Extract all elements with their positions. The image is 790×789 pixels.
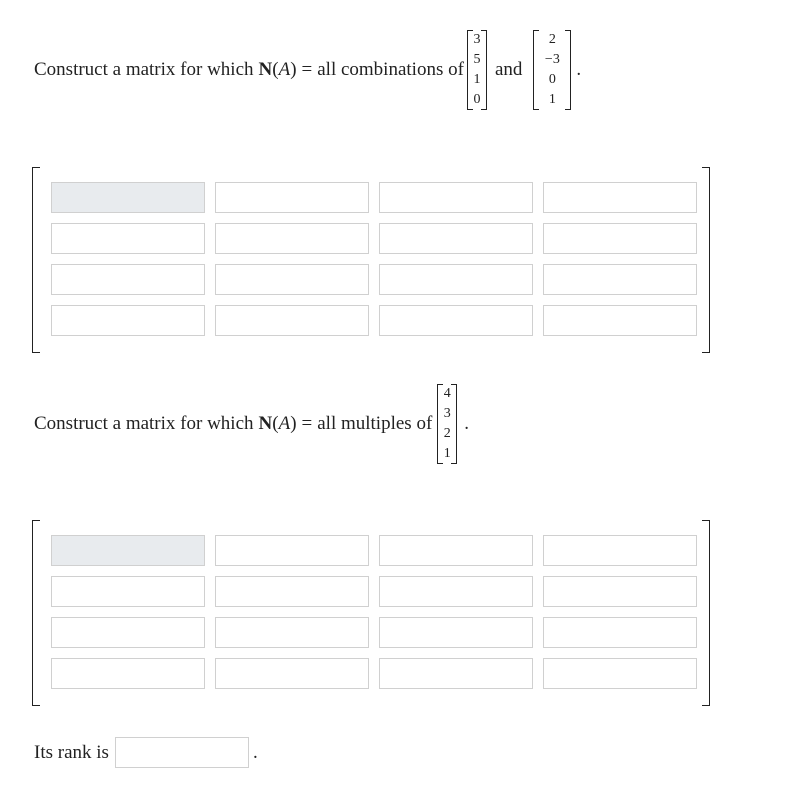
vector-2-entry: 2: [548, 32, 556, 47]
question-2: [34, 384, 469, 464]
matrix-2-cell-r1c3[interactable]: [379, 535, 533, 566]
vector-2-entry: 1: [548, 92, 556, 107]
vector-1-entry: 3: [473, 32, 481, 47]
matrix-1-cell-r1c4[interactable]: [543, 182, 697, 213]
vector-2-entry: −3: [544, 52, 560, 67]
matrix-1-cell-r2c3[interactable]: [379, 223, 533, 254]
vector-1: [467, 30, 487, 110]
question-1: [34, 30, 581, 110]
matrix-bracket-right: [702, 167, 710, 353]
connector-and: and: [494, 59, 523, 80]
paren-open: (: [272, 413, 279, 434]
matrix-2-cell-r4c2[interactable]: [215, 658, 369, 689]
matrix-1-cell-r1c1[interactable]: [51, 182, 205, 213]
vector-3-entry: 4: [443, 386, 451, 401]
vector-3-entry: 2: [443, 426, 451, 441]
matrix-1: [32, 167, 710, 353]
matrix-2-cell-r3c2[interactable]: [215, 617, 369, 648]
equals-sign: =: [301, 59, 313, 80]
rank-end-period: .: [252, 741, 258, 763]
matrix-1-cell-r1c2[interactable]: [215, 182, 369, 213]
vector-2-entry: 0: [548, 72, 556, 87]
matrix-1-cell-r4c4[interactable]: [543, 305, 697, 336]
matrix-2-cell-r4c3[interactable]: [379, 658, 533, 689]
paren-open: (: [272, 59, 279, 80]
vector-3: [437, 384, 457, 464]
vector-3-entry: 1: [443, 446, 451, 461]
matrix-1-cell-r2c2[interactable]: [215, 223, 369, 254]
matrix-1-cell-r2c1[interactable]: [51, 223, 205, 254]
matrix-1-cell-r1c3[interactable]: [379, 182, 533, 213]
rank-label: Its rank is: [34, 741, 109, 763]
matrix-2-cell-r2c4[interactable]: [543, 576, 697, 607]
matrix-2-cell-r3c1[interactable]: [51, 617, 205, 648]
matrix-2-cell-r1c1[interactable]: [51, 535, 205, 566]
matrix-2-cell-r3c4[interactable]: [543, 617, 697, 648]
question-2-prefix: Construct a matrix for which: [34, 413, 254, 434]
matrix-2-cell-r1c2[interactable]: [215, 535, 369, 566]
matrix-1-cell-r3c3[interactable]: [379, 264, 533, 295]
end-period: .: [464, 413, 470, 434]
rank-question: [34, 737, 258, 768]
question-1-phrase: all combinations of: [317, 59, 464, 80]
matrix-bracket-left: [32, 167, 40, 353]
end-period: .: [576, 59, 582, 80]
matrix-2-cell-r2c1[interactable]: [51, 576, 205, 607]
question-2-phrase: all multiples of: [317, 413, 433, 434]
matrix-1-cell-r4c2[interactable]: [215, 305, 369, 336]
matrix-2-cell-r2c3[interactable]: [379, 576, 533, 607]
vector-1-entry: 5: [473, 52, 481, 67]
nullspace-symbol: N: [258, 413, 273, 434]
vector-3-entry: 3: [443, 406, 451, 421]
matrix-1-cell-r3c4[interactable]: [543, 264, 697, 295]
paren-close: ): [290, 413, 297, 434]
matrix-2: [32, 520, 710, 706]
matrix-bracket-left: [32, 520, 40, 706]
matrix-2-cell-r4c1[interactable]: [51, 658, 205, 689]
matrix-1-cell-r4c1[interactable]: [51, 305, 205, 336]
matrix-symbol: A: [278, 413, 291, 434]
matrix-2-cell-r2c2[interactable]: [215, 576, 369, 607]
matrix-1-cell-r3c1[interactable]: [51, 264, 205, 295]
matrix-bracket-right: [702, 520, 710, 706]
matrix-symbol: A: [278, 59, 291, 80]
matrix-1-cell-r2c4[interactable]: [543, 223, 697, 254]
rank-input[interactable]: [115, 737, 249, 768]
paren-close: ): [290, 59, 297, 80]
question-1-prefix: Construct a matrix for which: [34, 59, 254, 80]
vector-2: [533, 30, 571, 110]
matrix-2-cell-r1c4[interactable]: [543, 535, 697, 566]
vector-1-entry: 1: [473, 72, 481, 87]
matrix-1-cell-r4c3[interactable]: [379, 305, 533, 336]
matrix-1-cell-r3c2[interactable]: [215, 264, 369, 295]
vector-1-entry: 0: [473, 92, 481, 107]
equals-sign: =: [301, 413, 313, 434]
matrix-2-cell-r3c3[interactable]: [379, 617, 533, 648]
nullspace-symbol: N: [258, 59, 273, 80]
matrix-2-cell-r4c4[interactable]: [543, 658, 697, 689]
